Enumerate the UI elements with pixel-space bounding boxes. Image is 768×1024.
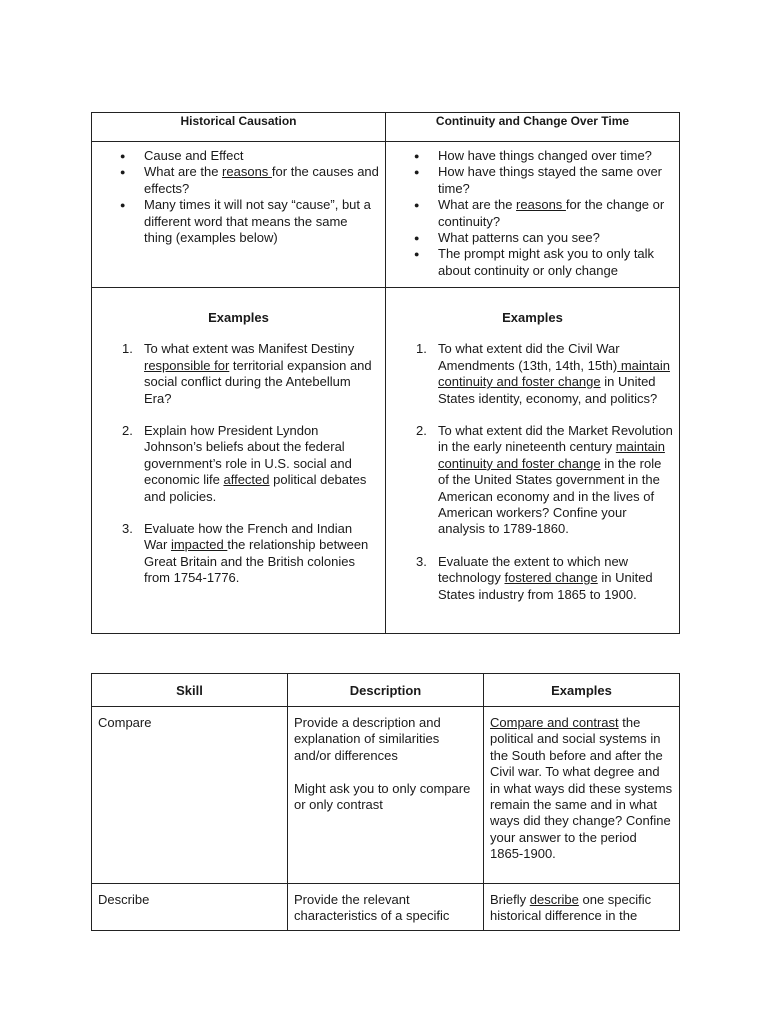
list-item: ● What are the reasons for the change or continuity?: [438, 197, 673, 230]
list-item: 1. To what extent was Manifest Destiny responsible for territorial expansion and social conflict during the Antebellum Era?: [122, 341, 372, 406]
causation-bullet-list: [92, 148, 379, 246]
causation-bullets-cell: [92, 142, 386, 288]
ccot-examples-list: [386, 341, 673, 603]
skill-cell: Compare: [92, 707, 288, 884]
header-ccot: Continuity and Change Over Time: [386, 113, 680, 142]
ccot-bullet-list: [386, 148, 673, 279]
list-item: ● The prompt might ask you to only talk about continuity or only change: [438, 246, 673, 279]
examples-title: Examples: [208, 310, 269, 325]
ccot-bullets-cell: [386, 142, 680, 288]
causation-examples-cell: [92, 288, 386, 634]
list-item: 2. To what extent did the Market Revolution in the early nineteenth century maintain continuity and foster change in the role of the United States government in the American economy and in the lives of American workers? Confine your analysis to 1789-1860.: [416, 423, 673, 537]
list-item: ● What patterns can you see?: [438, 230, 673, 246]
list-item: ● Many times it will not say “cause”, but a different word that means the same thing (examples below): [144, 197, 379, 246]
skill-cell: Describe: [92, 884, 288, 931]
examples-cell: Compare and contrast the political and social systems in the South before and after the Civil war. To what degree and in what ways did these systems remain the same and in what ways did they change? Confine your answer to the period 1865-1900.: [484, 707, 680, 884]
table-row: [92, 884, 680, 931]
header-skill: Skill: [92, 674, 288, 707]
list-item: ● How have things stayed the same over time?: [438, 164, 673, 197]
list-item: 3. Evaluate how the French and Indian War impacted the relationship between Great Britain and the British colonies from 1754-1776.: [122, 521, 369, 586]
examples-cell: Briefly describe one specific historical difference in the: [484, 884, 680, 931]
header-examples: Examples: [484, 674, 680, 707]
thinking-skills-table: [91, 112, 680, 634]
list-item: ● Cause and Effect: [144, 148, 379, 164]
table-row: [92, 707, 680, 884]
skills-table: [91, 673, 680, 931]
list-item: ● How have things changed over time?: [438, 148, 673, 164]
examples-title: Examples: [502, 310, 563, 325]
header-description: Description: [288, 674, 484, 707]
list-item: 2. Explain how President Lyndon Johnson’s beliefs about the federal government’s role in U.S. social and economic life affected political debates and policies.: [122, 423, 367, 504]
list-item: ● What are the reasons for the causes and effects?: [144, 164, 379, 197]
description-cell: Provide the relevant characteristics of a specific: [288, 884, 484, 931]
description-cell: Provide a description and explanation of similarities and/or differences Might ask you to only compare or only contrast: [288, 707, 484, 884]
list-item: 1. To what extent did the Civil War Amendments (13th, 14th, 15th) maintain continuity and foster change in United States identity, economy, and politics?: [416, 341, 670, 406]
header-historical-causation: Historical Causation: [92, 113, 386, 142]
ccot-examples-cell: [386, 288, 680, 634]
causation-examples-list: [92, 341, 379, 586]
list-item: 3. Evaluate the extent to which new technology fostered change in United States industry from 1865 to 1900.: [416, 553, 653, 602]
